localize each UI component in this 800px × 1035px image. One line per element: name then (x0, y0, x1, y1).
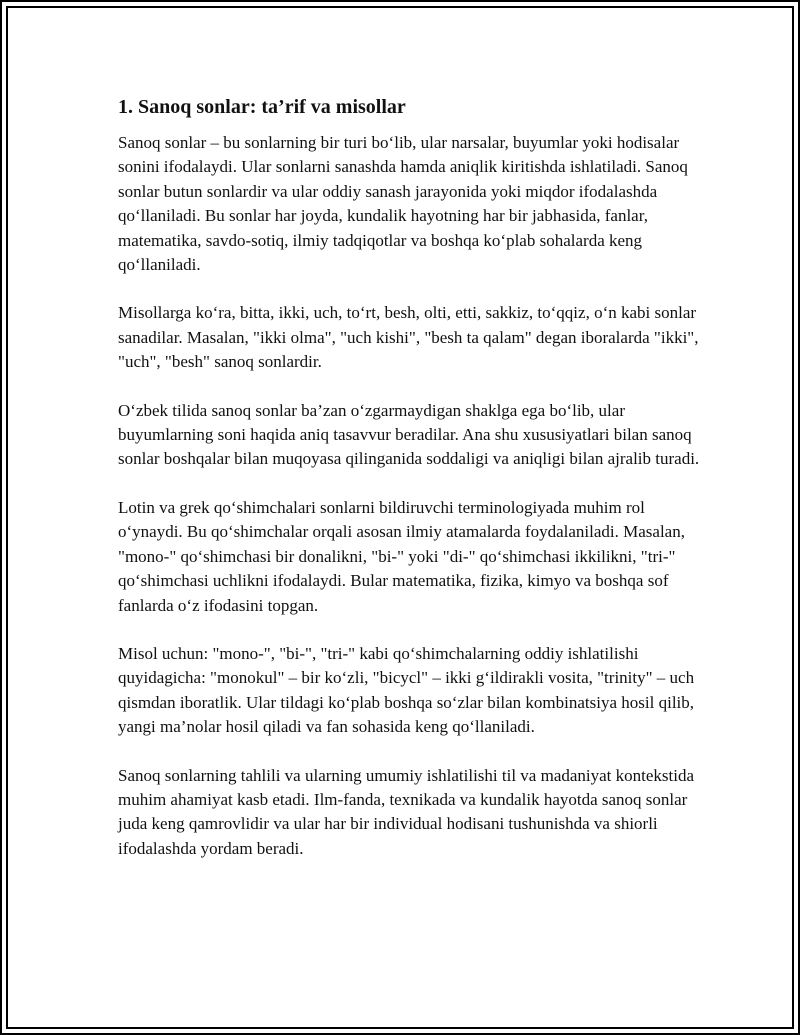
paragraph-prefix-examples: Misol uchun: "mono-", "bi-", "tri-" kabi qo‘shimchalarning oddiy ishlatilishi quyidagicha: "monokul" – bir ko‘zli, "bicycl" – ikki g‘ildirakli vosita, "trinity" – uch qismdan iboratlik. Ular tildagi ko‘plab boshqa so‘zlar bilan kombinatsiya hosil qilib, yangi ma’nolar hosil qiladi va fan sohasida keng qo‘llaniladi. (118, 643, 695, 737)
document-body (118, 94, 708, 885)
paragraph-examples: Misollarga ko‘ra, bitta, ikki, uch, to‘rt, besh, olti, etti, sakkiz, to‘qqiz, o‘n kabi sonlar sanadilar. Masalan, "ikki olma", "uch kishi", "besh ta qalam" degan iboralarda "ikki", "uch", "besh" sanoq sonlardir. (118, 303, 699, 372)
paragraph-uzbek-features: O‘zbek tilida sanoq sonlar ba’zan o‘zgarmaydigan shaklga ega bo‘lib, ular buyumlarning soni haqida aniq tasavvur beradilar. Ana shu xususiyatlari bilan sanoq sonlar boshqalar bilan muqoyasa qilinganida soddaligi va aniqligi bilan ajralib turadi. (118, 400, 700, 469)
paragraph-definition: Sanoq sonlar – bu sonlarning bir turi bo‘lib, ular narsalar, buyumlar yoki hodisalar sonini ifodalaydi. Ular sonlarni sanashda hamda aniqlik kiritishda ishlatiladi. Sanoq sonlar butun sonlardir va ular oddiy sanash jarayonida yoki miqdor ifodalashda qo‘llaniladi. Bu sonlar har joyda, kundalik hayotning har bir jabhasida, fanlar, matematika, savdo-sotiq, ilmiy tadqiqotlar va boshqa ko‘plab sohalarda keng qo‘llaniladi. (118, 133, 688, 275)
paragraph-conclusion: Sanoq sonlarning tahlili va ularning umumiy ishlatilishi til va madaniyat kontekstida muhim ahamiyat kasb etadi. Ilm-fanda, texnikada va kundalik hayotda sanoq sonlar juda keng qamrovlidir va ular har bir individual hodisani tushunishda va shiorli ifodalashda yordam beradi. (118, 765, 695, 858)
section-title: 1. Sanoq sonlar: ta’rif va misollar (118, 96, 406, 118)
paragraph-latin-greek-prefixes: Lotin va grek qo‘shimchalari sonlarni bildiruvchi terminologiyada muhim rol o‘ynaydi. Bu qo‘shimchalar orqali asosan ilmiy atamalarda foydalaniladi. Masalan, "mono-" qo‘shimchasi bir donalikni, "bi-" yoki "di-" qo‘shimchasi ikkilikni, "tri-" qo‘shimchasi uchlikni ifodalaydi. Bular matematika, fizika, kimyo va boshqa sof fanlarda o‘z ifodasini topgan. (118, 497, 685, 615)
